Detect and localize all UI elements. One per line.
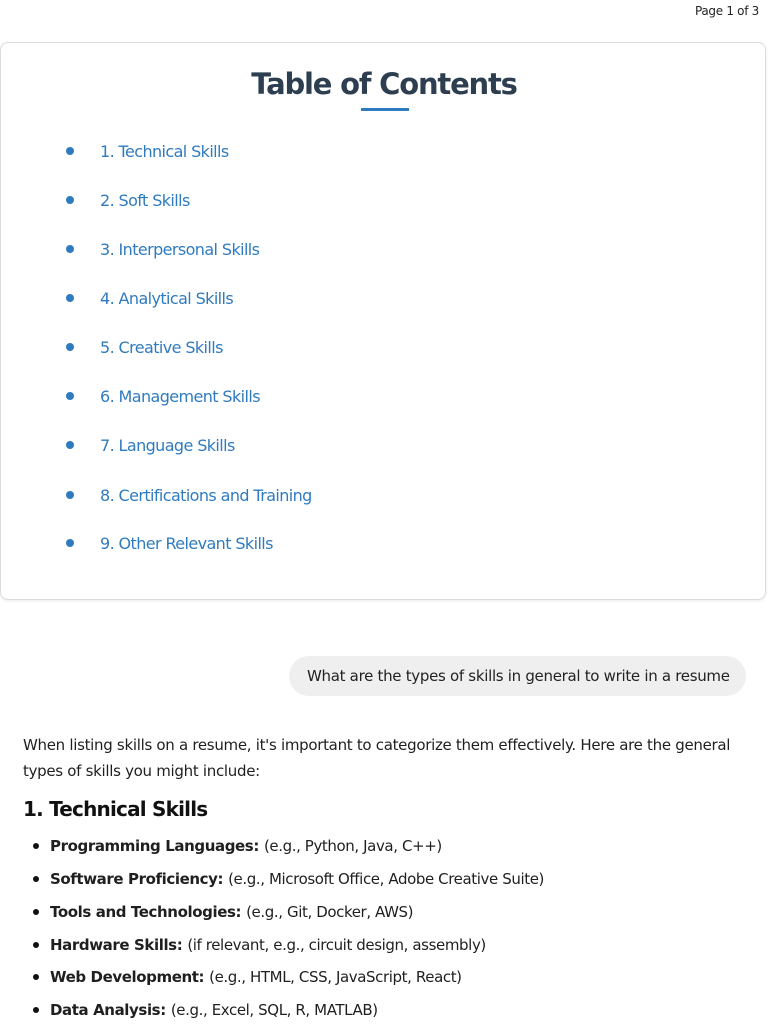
- skill-name: Data Analysis:: [50, 1001, 166, 1019]
- user-message-text: What are the types of skills in general to write in a resume: [307, 667, 730, 685]
- bullet-icon: [66, 343, 74, 351]
- skill-name: Tools and Technologies:: [50, 903, 242, 921]
- skill-name: Software Proficiency:: [50, 870, 224, 888]
- toc-item: [66, 140, 229, 162]
- toc-item: [66, 238, 259, 260]
- table-of-contents-card: [0, 42, 766, 600]
- bullet-icon: [33, 942, 39, 948]
- bullet-icon: [33, 974, 39, 980]
- bullet-icon: [33, 843, 39, 849]
- bullet-icon: [66, 196, 74, 204]
- skill-name: Hardware Skills:: [50, 936, 183, 954]
- bullet-icon: [66, 539, 74, 547]
- page-indicator: Page 1 of 3: [694, 4, 759, 18]
- bullet-icon: [33, 1007, 39, 1013]
- list-item: [33, 965, 462, 989]
- skill-detail: (e.g., Python, Java, C++): [263, 837, 442, 855]
- toc-link-analytical-skills[interactable]: 4. Analytical Skills: [100, 288, 234, 308]
- toc-link-management-skills[interactable]: 6. Management Skills: [100, 386, 260, 406]
- toc-item: [66, 287, 233, 309]
- list-item: [33, 867, 544, 891]
- toc-link-soft-skills[interactable]: 2. Soft Skills: [100, 190, 190, 210]
- bullet-icon: [66, 294, 74, 302]
- skill-detail: (e.g., Excel, SQL, R, MATLAB): [170, 1001, 378, 1019]
- toc-item: [66, 189, 190, 211]
- toc-item: [66, 336, 223, 358]
- toc-title-underline: [361, 108, 409, 111]
- toc-item: [66, 532, 273, 554]
- list-item: [33, 998, 378, 1022]
- skill-detail: (e.g., Microsoft Office, Adobe Creative Suite): [228, 870, 544, 888]
- toc-link-certifications-and-training[interactable]: 8. Certifications and Training: [100, 485, 312, 505]
- bullet-icon: [33, 909, 39, 915]
- toc-title: Table of Contents: [251, 67, 517, 101]
- list-item: [33, 834, 442, 858]
- list-item: [33, 933, 486, 957]
- skill-detail: (e.g., HTML, CSS, JavaScript, React): [209, 968, 462, 986]
- user-message-bubble: [289, 656, 746, 696]
- toc-item: [66, 385, 260, 407]
- toc-link-creative-skills[interactable]: 5. Creative Skills: [100, 337, 223, 357]
- skill-detail: (if relevant, e.g., circuit design, assembly): [187, 936, 486, 954]
- toc-item: [66, 434, 235, 456]
- skill-name: Programming Languages:: [50, 837, 259, 855]
- assistant-intro-paragraph: When listing skills on a resume, it's important to categorize them effectively. Here are the general types of skills you might include:: [23, 736, 731, 780]
- bullet-icon: [66, 392, 74, 400]
- bullet-icon: [66, 147, 74, 155]
- skill-name: Web Development:: [50, 968, 205, 986]
- skill-detail: (e.g., Git, Docker, AWS): [246, 903, 414, 921]
- bullet-icon: [66, 491, 74, 499]
- bullet-icon: [66, 245, 74, 253]
- toc-link-language-skills[interactable]: 7. Language Skills: [100, 435, 235, 455]
- section-heading-technical-skills: 1. Technical Skills: [23, 797, 208, 821]
- toc-link-technical-skills[interactable]: 1. Technical Skills: [100, 141, 229, 161]
- bullet-icon: [66, 441, 74, 449]
- toc-link-other-relevant-skills[interactable]: 9. Other Relevant Skills: [100, 533, 273, 553]
- toc-item: [66, 484, 312, 506]
- bullet-icon: [33, 876, 39, 882]
- toc-link-interpersonal-skills[interactable]: 3. Interpersonal Skills: [100, 239, 260, 259]
- list-item: [33, 900, 413, 924]
